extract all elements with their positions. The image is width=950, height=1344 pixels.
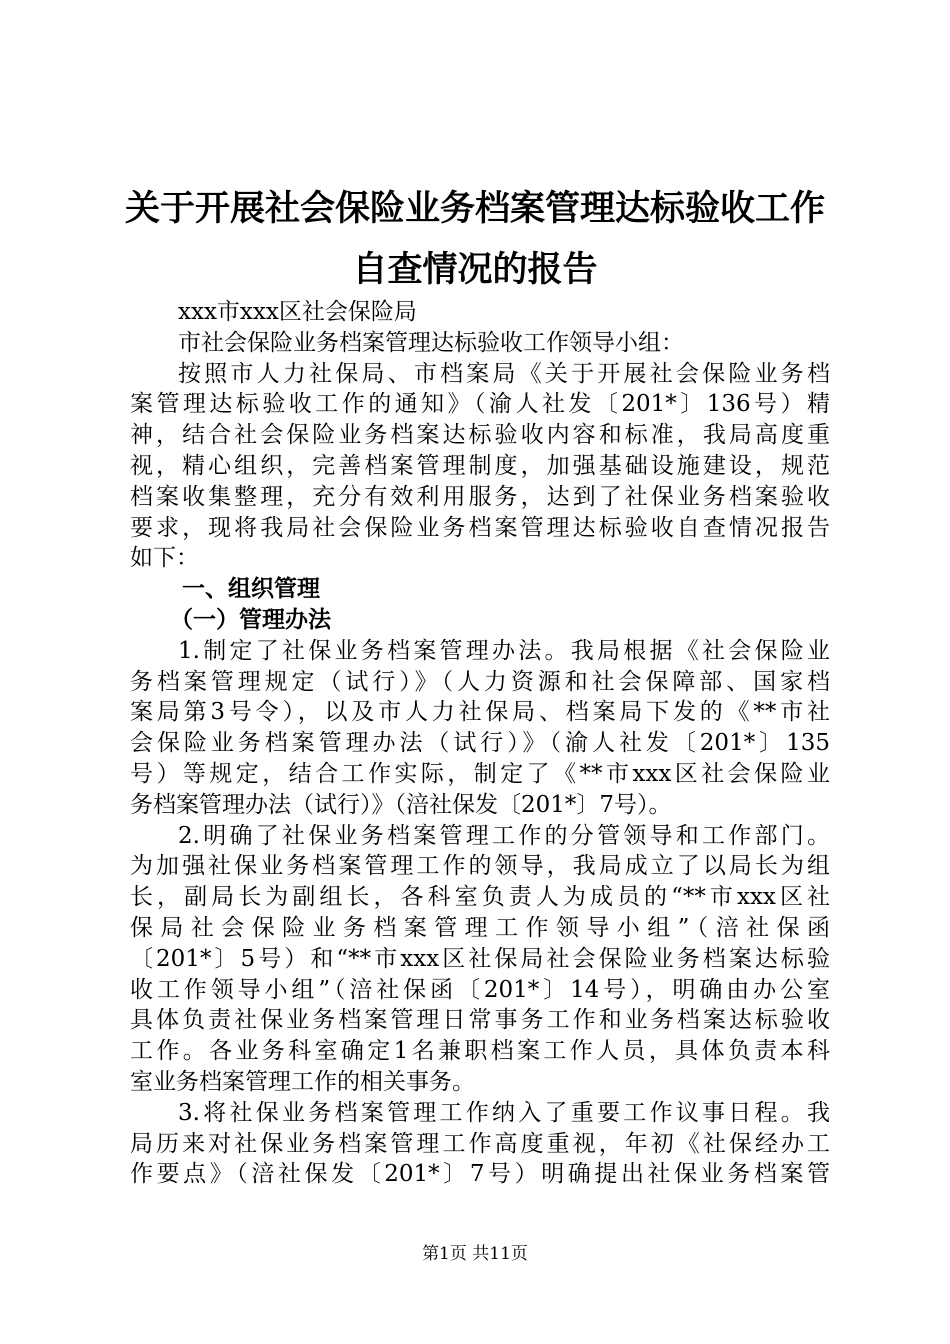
paragraph-line: 按照市人力社保局、市档案局《关于开展社会保险业务档	[178, 360, 830, 387]
paragraph-line: 务档案管理办法（试行）》（涪社保发〔201*〕7号）。	[130, 791, 672, 818]
paragraph-line: 神，结合社会保险业务档案达标验收内容和标准，我局高度重	[130, 422, 830, 449]
paragraph-line: 会保险业务档案管理办法（试行）》（渝人社发〔201*〕135	[130, 730, 830, 757]
sender-organization: xxx市xxx区社会保险局	[178, 299, 417, 325]
intro-paragraph	[130, 359, 830, 575]
paragraph-line: 视，精心组织，完善档案管理制度，加强基础设施建设，规范	[130, 452, 830, 479]
document-title-line-1: 关于开展社会保险业务档案管理达标验收工作	[124, 189, 825, 229]
document-title-line-2: 自查情况的报告	[352, 250, 598, 290]
page-number-footer: 第1页 共11页	[422, 1244, 528, 1264]
paragraph-line: 要求，现将我局社会保险业务档案管理达标验收自查情况报告	[130, 514, 830, 541]
section-heading: 一、组织管理	[182, 576, 320, 603]
paragraph-line: 档案收集整理，充分有效利用服务，达到了社保业务档案验收	[130, 483, 830, 510]
paragraph-line: 收工作领导小组”（涪社保函〔201*〕14号），明确由办公室	[130, 976, 830, 1003]
paragraph-line: 保局社会保险业务档案管理工作领导小组”（涪社保函	[130, 914, 830, 941]
paragraph-line: 工作。各业务科室确定1名兼职档案工作人员，具体负责本科	[130, 1038, 830, 1065]
item-3-paragraph	[130, 1098, 830, 1190]
paragraph-line: 局历来对社保业务档案管理工作高度重视，年初《社保经办工	[130, 1130, 830, 1157]
document-body	[130, 297, 830, 1190]
item-2-paragraph	[130, 821, 830, 1098]
paragraph-line: 〔201*〕5号）和“**市xxx区社保局社会保险业务档案达标验	[130, 945, 830, 972]
paragraph-line: 1.制定了社保业务档案管理办法。我局根据《社会保险业	[178, 637, 830, 664]
paragraph-line: 室业务档案管理工作的相关事务。	[130, 1068, 475, 1095]
addressee: 市社会保险业务档案管理达标验收工作领导小组：	[178, 329, 684, 356]
paragraph-line: 如下：	[130, 545, 199, 572]
paragraph-line: 长，副局长为副组长，各科室负责人为成员的“**市xxx区社	[130, 884, 830, 911]
paragraph-line: 3.将社保业务档案管理工作纳入了重要工作议事日程。我	[178, 1099, 830, 1126]
paragraph-line: 案管理达标验收工作的通知》（渝人社发〔201*〕136号）精	[130, 391, 830, 418]
paragraph-line: 具体负责社保业务档案管理日常事务工作和业务档案达标验收	[130, 1007, 830, 1034]
paragraph-line: 为加强社保业务档案管理工作的领导，我局成立了以局长为组	[130, 853, 830, 880]
item-1-paragraph	[130, 636, 830, 821]
paragraph-line: 号）等规定，结合工作实际，制定了《**市xxx区社会保险业	[130, 760, 830, 787]
paragraph-line: 务档案管理规定（试行）》（人力资源和社会保障部、国家档	[130, 668, 830, 695]
paragraph-line: 案局第3号令），以及市人力社保局、档案局下发的《**市社	[130, 699, 830, 726]
subsection-heading: （一）管理办法	[170, 606, 331, 633]
paragraph-line: 2.明确了社保业务档案管理工作的分管领导和工作部门。	[178, 822, 830, 849]
paragraph-line: 作要点》（涪社保发〔201*〕7号）明确提出社保业务档案管	[130, 1161, 830, 1188]
